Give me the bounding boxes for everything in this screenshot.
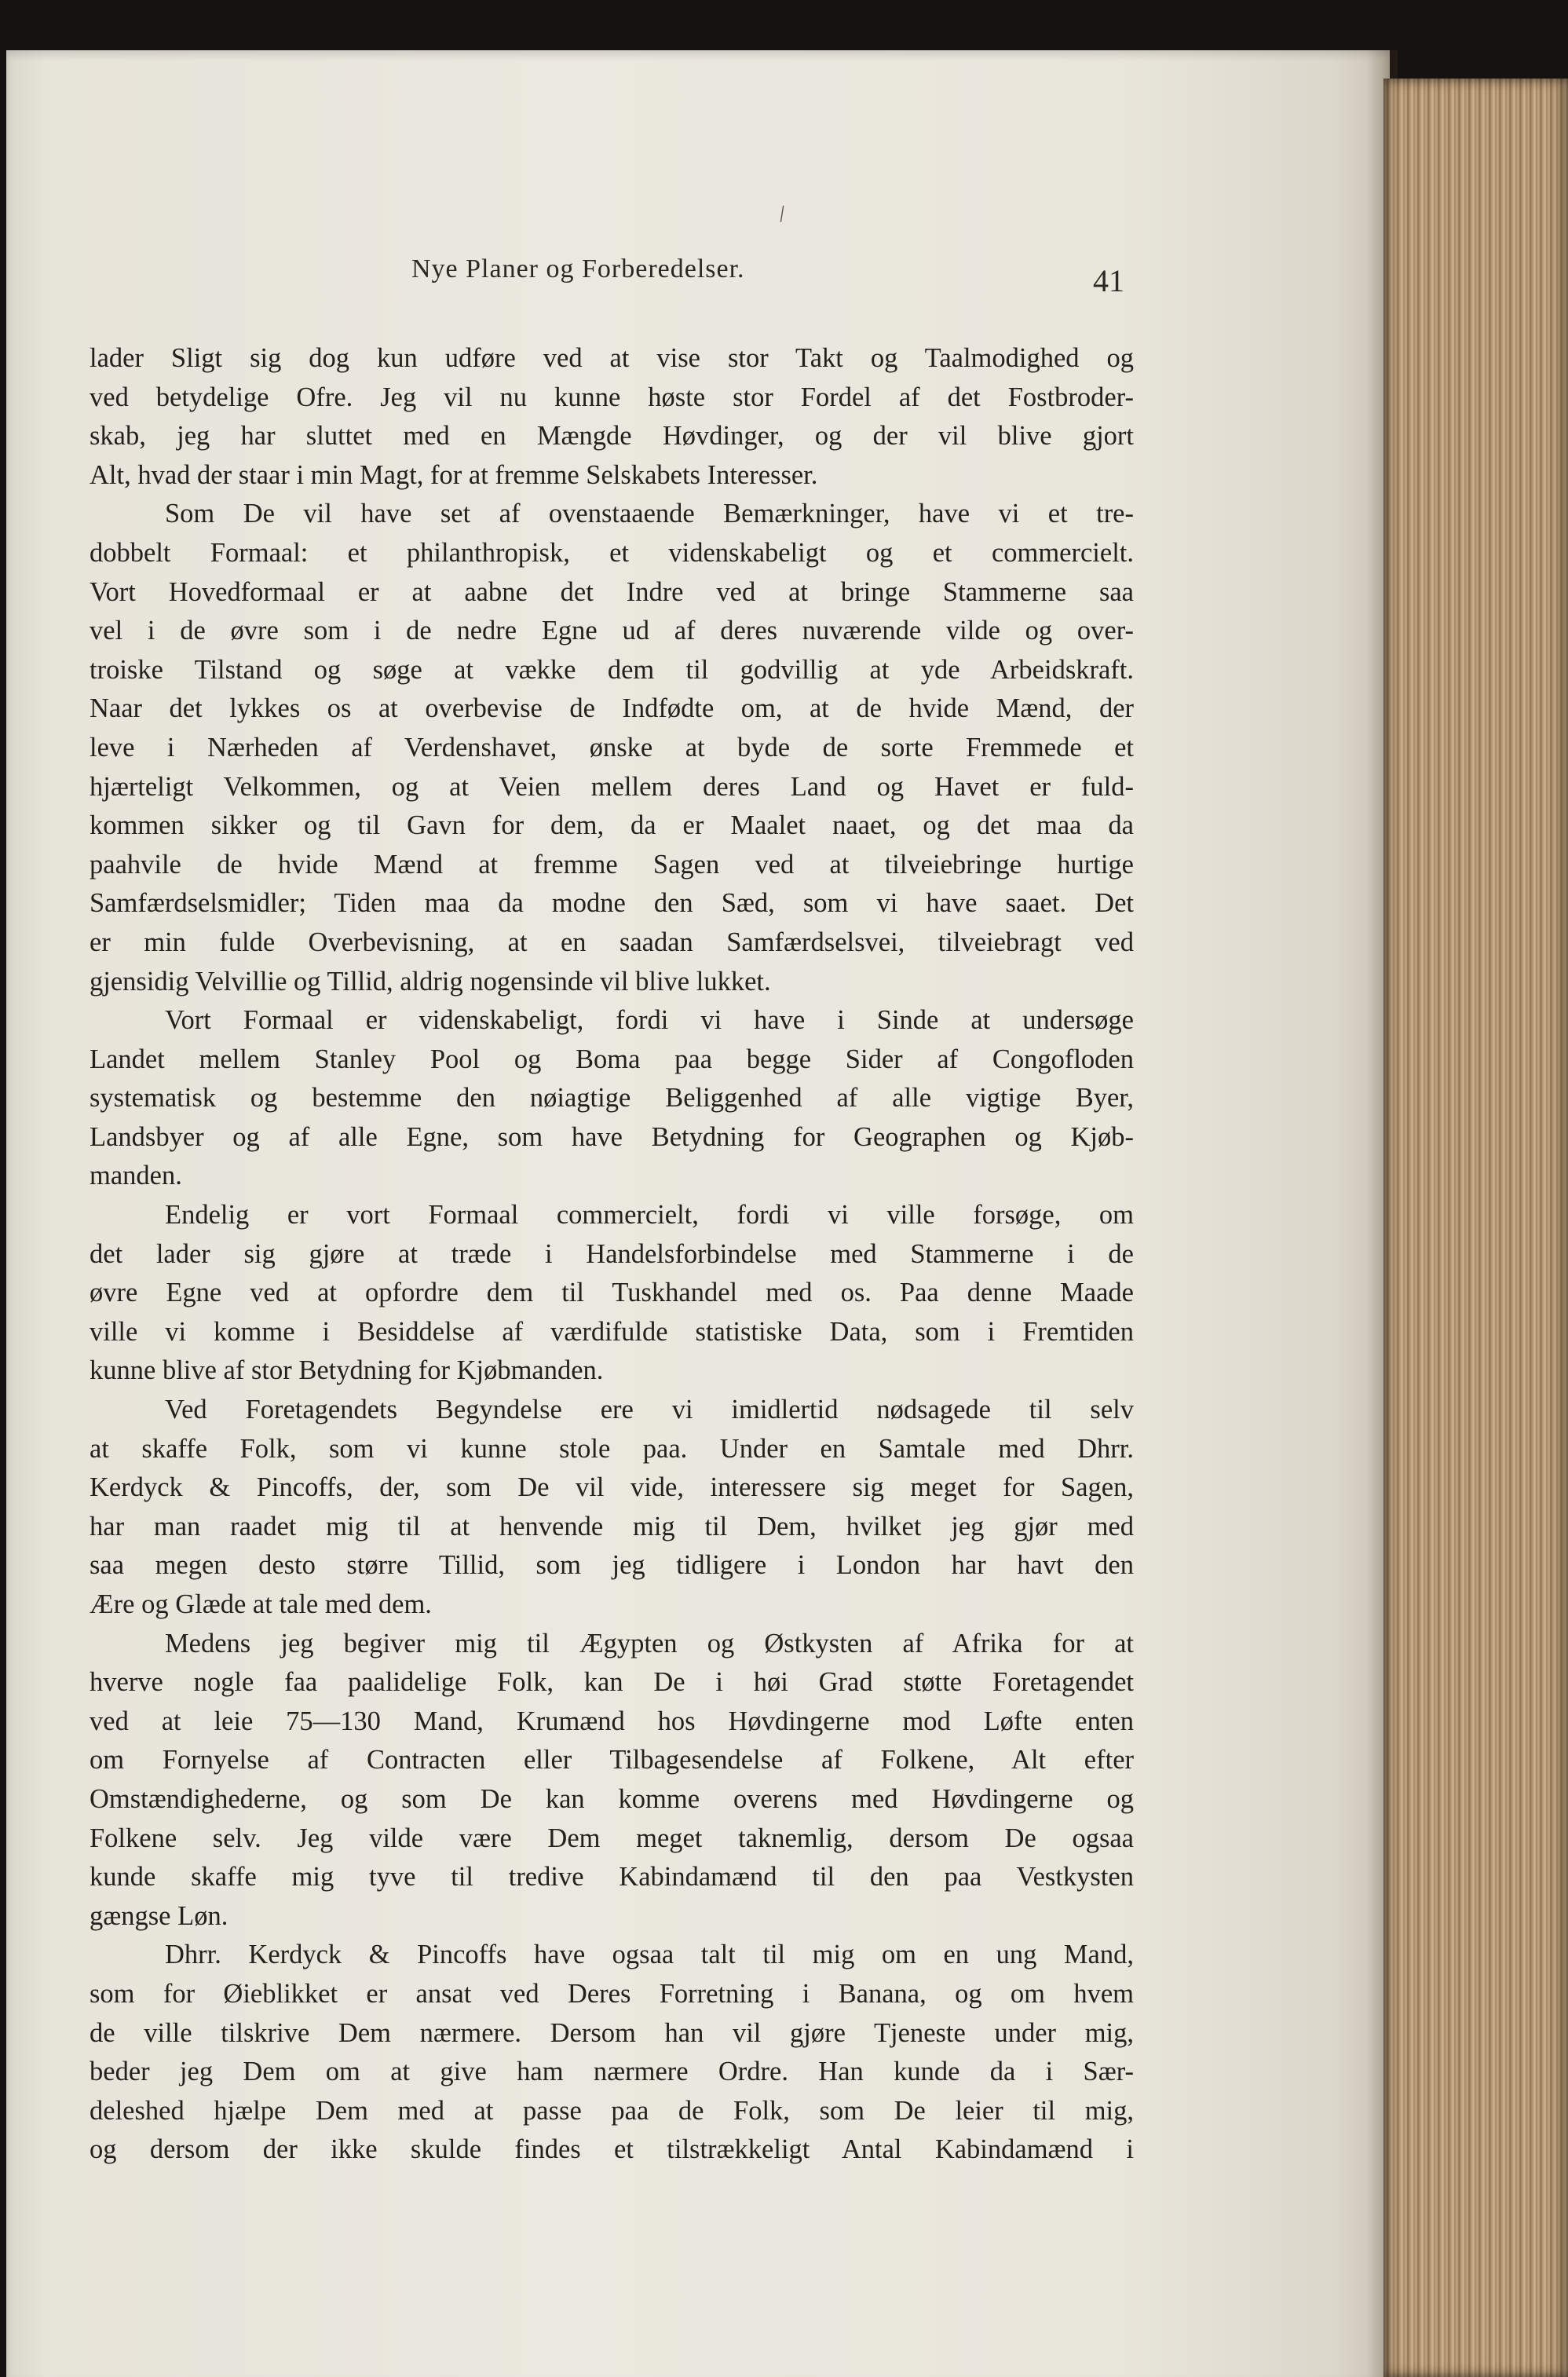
paragraph <box>90 1936 1134 2170</box>
text-line: ved betydelige Ofre. Jeg vil nu kunne høste stor Fordel af det Fostbroder- <box>90 382 1134 412</box>
paragraph <box>90 1001 1134 1196</box>
text-line: Ved Foretagendets Begyndelse ere vi imidlertid nødsagede til selv <box>165 1395 1134 1425</box>
book-page-edges <box>1383 79 1568 2377</box>
text-line: Samfærdselsmidler; Tiden maa da modne den Sæd, som vi have saaet. Det <box>90 888 1134 919</box>
text-line: at skaffe Folk, som vi kunne stole paa. Under en Samtale med Dhrr. <box>90 1433 1134 1464</box>
text-line: kunne blive af stor Betydning for Kjøbmanden. <box>90 1355 604 1386</box>
text-line: deleshed hjælpe Dem med at passe paa de Folk, som De leier til mig, <box>90 2095 1134 2126</box>
text-line: lader Sligt sig dog kun udføre ved at vise stor Takt og Taalmodighed og <box>90 343 1134 373</box>
text-line: er min fulde Overbevisning, at en saadan Samfærdselsvei, tilveiebragt ved <box>90 927 1134 957</box>
stray-pencil-mark: / <box>777 200 788 228</box>
page-number: 41 <box>1093 263 1124 298</box>
text-line: troiske Tilstand og søge at vække dem til godvillig at yde Arbeidskraft. <box>90 654 1134 685</box>
left-page <box>6 50 1390 2377</box>
text-line: Som De vil have set af ovenstaaende Bemærkninger, have vi et tre- <box>165 499 1134 529</box>
page-header <box>6 248 1390 298</box>
paragraph <box>90 495 1134 1001</box>
text-line: Dhrr. Kerdyck & Pincoffs have ogsaa talt til mig om en ung Mand, <box>165 1940 1134 1970</box>
text-line: de ville tilskrive Dem nærmere. Dersom han vil gjøre Tjeneste under mig, <box>90 2017 1134 2048</box>
text-line: ville vi komme i Besiddelse af værdifulde statistiske Data, som i Fremtiden <box>90 1316 1134 1347</box>
text-line: og dersom der ikke skulde findes et tilstrækkeligt Antal Kabindamænd i <box>90 2134 1134 2165</box>
text-line: Folkene selv. Jeg vilde være Dem meget taknemlig, dersom De ogsaa <box>90 1823 1134 1853</box>
text-line: det lader sig gjøre at træde i Handelsforbindelse med Stammerne i de <box>90 1238 1134 1269</box>
text-line: skab, jeg har sluttet med en Mængde Høvdinger, og der vil blive gjort <box>90 421 1134 452</box>
text-line: Ære og Glæde at tale med dem. <box>90 1589 432 1619</box>
running-title: Nye Planer og Forberedelser. <box>411 254 745 283</box>
text-line: kommen sikker og til Gavn for dem, da er Maalet naaet, og det maa da <box>90 810 1134 841</box>
text-line: manden. <box>90 1161 182 1191</box>
body-text <box>90 339 1134 2170</box>
text-line: Kerdyck & Pincoffs, der, som De vil vide, interessere sig meget for Sagen, <box>90 1472 1134 1503</box>
text-line: som for Øieblikket er ansat ved Deres Forretning i Banana, og om hvem <box>90 1978 1134 2009</box>
text-line: har man raadet mig til at henvende mig til Dem, hvilket jeg gjør med <box>90 1511 1134 1541</box>
text-line: Landet mellem Stanley Pool og Boma paa begge Sider af Congofloden <box>90 1044 1134 1074</box>
text-line: gjensidig Velvillie og Tillid, aldrig nogensinde vil blive lukket. <box>90 966 771 997</box>
text-line: paahvile de hvide Mænd at fremme Sagen ved at tilveiebringe hurtige <box>90 849 1134 879</box>
text-line: dobbelt Formaal: et philanthropisk, et videnskabeligt og et commercielt. <box>90 537 1134 568</box>
text-line: øvre Egne ved at opfordre dem til Tuskhandel med os. Paa denne Maade <box>90 1278 1134 1308</box>
text-line: Medens jeg begiver mig til Ægypten og Østkysten af Afrika for at <box>165 1628 1134 1658</box>
paragraph <box>90 339 1134 495</box>
text-line: Naar det lykkes os at overbevise de Indfødte om, at de hvide Mænd, der <box>90 693 1134 724</box>
text-line: Omstændighederne, og som De kan komme overens med Høvdingerne og <box>90 1783 1134 1814</box>
text-line: gængse Løn. <box>90 1900 228 1931</box>
text-line: systematisk og bestemme den nøiagtige Beliggenhed af alle vigtige Byer, <box>90 1083 1134 1114</box>
text-line: hjærteligt Velkommen, og at Veien mellem deres Land og Havet er fuld- <box>90 771 1134 802</box>
paragraph <box>90 1625 1134 1936</box>
text-line: hverve nogle faa paalidelige Folk, kan De i høi Grad støtte Foretagendet <box>90 1667 1134 1698</box>
text-line: Endelig er vort Formaal commercielt, fordi vi ville forsøge, om <box>165 1200 1134 1231</box>
text-line: kunde skaffe mig tyve til tredive Kabindamænd til den paa Vestkysten <box>90 1862 1134 1892</box>
text-line: Alt, hvad der staar i min Magt, for at fremme Selskabets Interesser. <box>90 459 818 490</box>
text-line: om Fornyelse af Contracten eller Tilbagesendelse af Folkene, Alt efter <box>90 1745 1134 1775</box>
text-line: vel i de øvre som i de nedre Egne ud af deres nuværende vilde og over- <box>90 616 1134 646</box>
paragraph <box>90 1196 1134 1391</box>
text-line: ved at leie 75—130 Mand, Krumænd hos Høvdingerne mod Løfte enten <box>90 1706 1134 1736</box>
text-line: beder jeg Dem om at give ham nærmere Ordre. Han kunde da i Sær- <box>90 2057 1134 2087</box>
text-line: leve i Nærheden af Verdenshavet, ønske at byde de sorte Fremmede et <box>90 732 1134 762</box>
text-line: Vort Hovedformaal er at aabne det Indre ved at bringe Stammerne saa <box>90 576 1134 607</box>
paragraph <box>90 1391 1134 1625</box>
text-line: Vort Formaal er videnskabeligt, fordi vi have i Sinde at undersøge <box>165 1005 1134 1036</box>
text-line: Landsbyer og af alle Egne, som have Betydning for Geographen og Kjøb- <box>90 1121 1134 1152</box>
text-line: saa megen desto større Tillid, som jeg tidligere i London har havt den <box>90 1550 1134 1581</box>
